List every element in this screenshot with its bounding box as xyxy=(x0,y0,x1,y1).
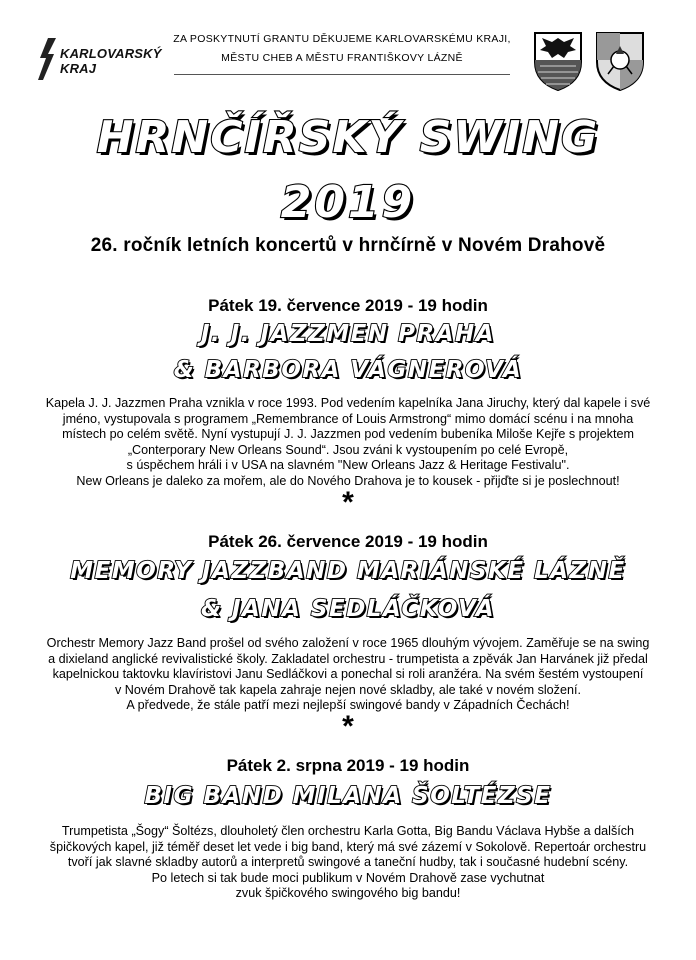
concert-2-description xyxy=(30,636,666,714)
description-line: Kapela J. J. Jazzmen Praha vznikla v roce 1993. Pod vedením kapelníka Jana Jiruchy, který dal kapele i své xyxy=(45,396,651,410)
description-line: s úspěchem hráli i v USA na slavném "New Orleans Jazz & Heritage Festivalu". xyxy=(126,458,570,472)
description-line: tvoří jak slavné skladby autorů a interpretů swingové a taneční hudby, tak i současné hudební scény. xyxy=(67,855,629,869)
logo-text: KARLOVARSKÝ KRAJ xyxy=(60,46,162,76)
concert-1-band-line-1: J. J. JAZZMEN PRAHA xyxy=(200,321,496,347)
description-line: jméno, vystupovala s programem „Remembrance of Louis Armstrong“ mimo domácí scénu i na mnoha xyxy=(62,411,634,426)
description-line: A předvede, že stále patří mezi nejlepší swingové bandy v Západních Čechách! xyxy=(126,698,570,712)
concert-2-band-line-1: MEMORY JAZZBAND MARIÁNSKÉ LÁZNĚ xyxy=(70,558,626,584)
concert-1-date: Pátek 19. července 2019 - 19 hodin xyxy=(208,296,488,315)
concert-1-description xyxy=(30,396,666,489)
concert-2-date: Pátek 26. července 2019 - 19 hodin xyxy=(208,532,488,551)
description-line: „Conterporary New Orleans Sound“. Jsou zváni k vystoupením po celé Evropě, xyxy=(127,442,569,457)
description-line: a dixieland anglické revivalistické školy. Zakladatel orchestru - trumpetista a zpěvák Jan Harvánek již předal xyxy=(48,651,648,666)
cheb-coat-of-arms-icon xyxy=(532,30,584,92)
description-line: místech po celém světě. Nyní vystupují J. J. Jazzmen pod vedením bubeníka Miloše Kejře s projektem xyxy=(62,427,634,441)
concert-3-band-line-1: BIG BAND MILANA ŠOLTÉZSE xyxy=(144,783,552,809)
concert-3-date: Pátek 2. srpna 2019 - 19 hodin xyxy=(226,756,470,775)
description-line: Orchestr Memory Jazz Band prošel od svého založení v roce 1965 dlouhým vývojem. Zaměřuje se na swing xyxy=(46,636,650,650)
separator-star: * xyxy=(342,710,354,743)
description-line: kapelnickou taktovku klavíristovi Janu Sedláčkovi a ponechal si roli aranžéra. Na svém šestém vystoupení xyxy=(52,667,644,681)
description-line: Trumpetista „Šogy“ Šoltézs, dlouholetý člen orchestru Karla Gotta, Big Bandu Václava Hybše a dalších xyxy=(61,824,635,838)
title-year: 2019 xyxy=(280,177,416,228)
grant-acknowledgement xyxy=(172,30,512,68)
divider xyxy=(174,74,510,75)
description-line: zvuk špičkového swingového big bandu! xyxy=(235,886,461,900)
description-line: v Novém Drahově tak kapela zahraje nejen nové skladby, ale také v novém složení. xyxy=(115,682,581,697)
separator-star: * xyxy=(342,486,354,519)
grant-line-2: MĚSTU CHEB A MĚSTU FRANTIŠKOVY LÁZNĚ xyxy=(221,52,463,64)
concert-3-description xyxy=(30,824,666,902)
description-line: špičkových kapel, již téměř deset let vede i big band, který má své zázemí v Sokolově. Repertoár orchestru xyxy=(49,839,647,854)
concert-1-band-line-2: & BARBORA VÁGNEROVÁ xyxy=(173,357,523,383)
subtitle: 26. ročník letních koncertů v hrnčírně v Novém Drahově xyxy=(90,235,606,256)
description-line: New Orleans je daleko za mořem, ale do Nového Drahova je to kousek - přijďte si je poslechnout! xyxy=(76,473,620,488)
karlovarsky-kraj-logo xyxy=(34,36,164,82)
frantiskovy-lazne-coat-of-arms-icon xyxy=(594,30,646,92)
header xyxy=(0,0,696,100)
description-line: Po letech si tak bude moci publikum v Novém Drahově zase vychutnat xyxy=(151,870,545,885)
karlovarsky-kraj-logo-icon xyxy=(34,36,60,82)
grant-line-1: ZA POSKYTNUTÍ GRANTU DĚKUJEME KARLOVARSKÉMU KRAJI, xyxy=(173,33,511,45)
concert-2-band-line-2: & JANA SEDLÁČKOVÁ xyxy=(200,596,496,622)
main-title: HRNČÍŘSKÝ SWING xyxy=(96,112,600,163)
